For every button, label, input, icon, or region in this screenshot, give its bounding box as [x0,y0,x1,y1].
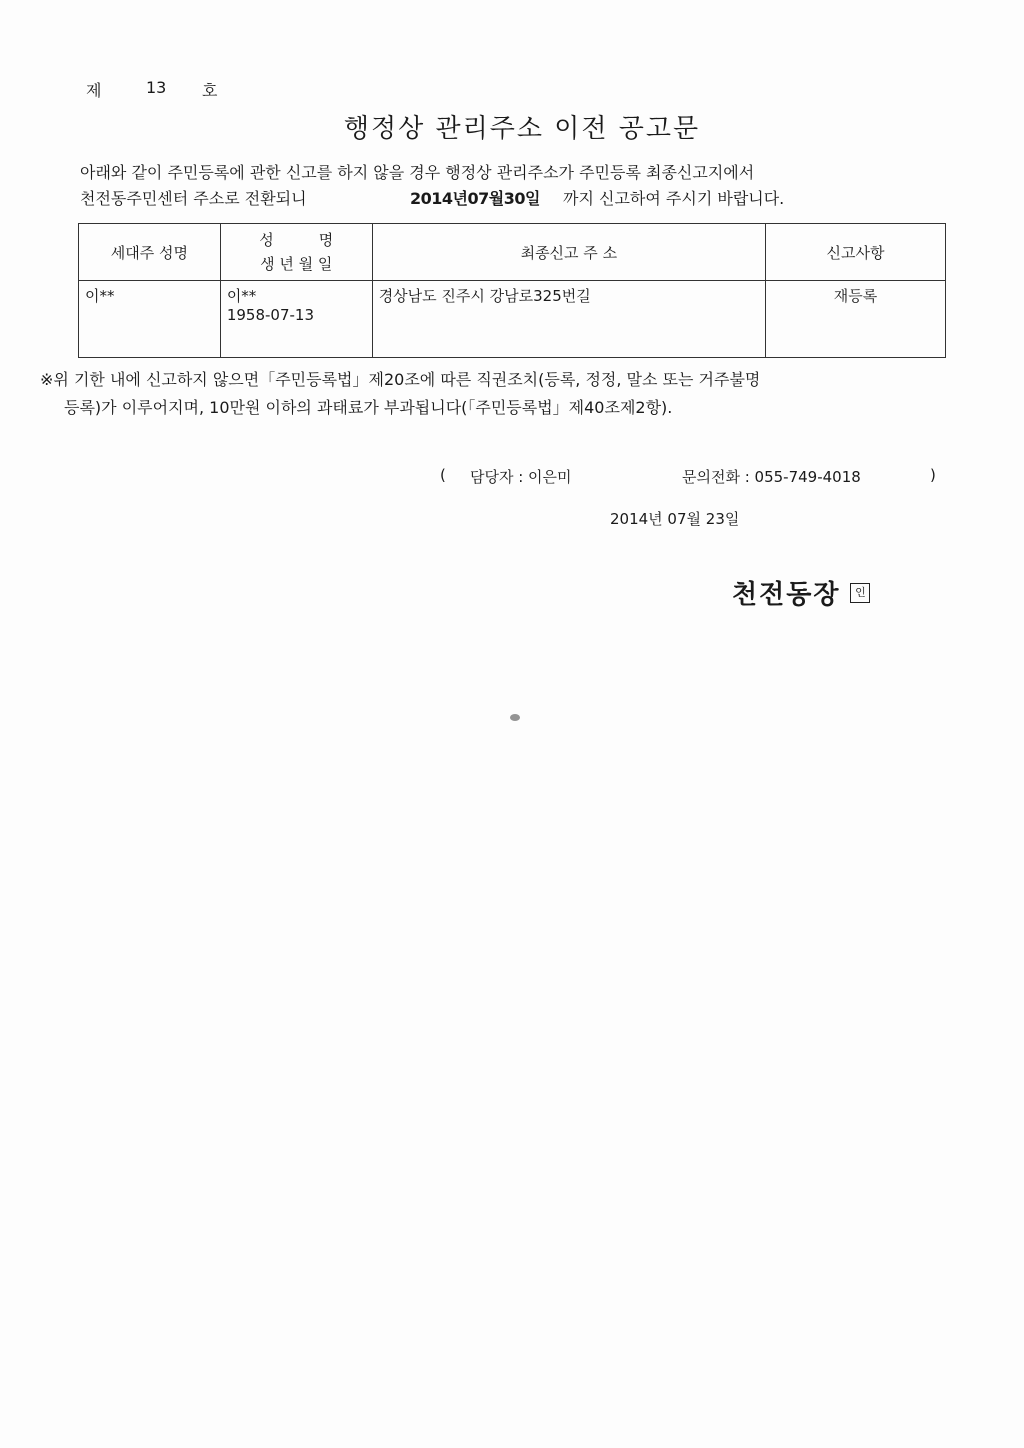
deadline-date: 2014년07월30일 [410,189,540,208]
notice-paragraph [40,366,940,422]
document-number [86,78,217,101]
cell-address: 경상남도 진주시 강남로325번길 [372,281,765,358]
header-name-birth [220,224,372,281]
contact-open-paren: ( [440,466,446,484]
intro-line-2-start: 천전동주민센터 주소로 전환되니 [80,189,307,208]
signature-block [732,574,870,611]
notice-line-1: ※위 기한 내에 신고하지 않으면「주민등록법」제20조에 따른 직권조치(등록, 정정, 말소 또는 거주불명 [40,370,761,389]
records-table [78,223,946,358]
doc-number-prefix: 제 [86,81,102,100]
scan-speck [510,714,520,721]
doc-number-suffix: 호 [202,81,218,100]
intro-line-2 [80,186,960,212]
header-birth: 생 년 월 일 [260,255,333,273]
contact-person: 담당자 : 이은미 [470,468,572,486]
cell-name: 이** [226,287,257,305]
doc-number-value: 13 [146,78,167,97]
intro-line-2-end: 까지 신고하여 주시기 바랍니다. [563,189,785,208]
cell-report: 재등록 [765,281,945,358]
table-row [79,281,946,358]
cell-householder: 이** [79,281,221,358]
cell-birth: 1958-07-13 [226,306,314,324]
page-title: 행정상 관리주소 이전 공고문 [343,114,701,144]
contact-info [440,466,950,492]
intro-line-1: 아래와 같이 주민등록에 관한 신고를 하지 않을 경우 행정상 관리주소가 주민등록 최종신고지에서 [80,163,755,182]
header-householder: 세대주 성명 [79,224,221,281]
table-header-row [79,224,946,281]
seal-icon: 인 [850,583,870,603]
contact-phone: 문의전화 : 055-749-4018 [682,468,861,486]
intro-paragraph [80,160,960,212]
issue-date: 2014년 07월 23일 [610,510,740,528]
cell-name-birth [220,281,372,358]
notice-line-2: 등록)가 이루어지며, 10만원 이하의 과태료가 부과됩니다(「주민등록법」제40조제2항). [64,398,673,417]
header-address: 최종신고 주 소 [372,224,765,281]
header-name: 성 명 [259,231,334,249]
signatory: 천전동장 [732,580,841,610]
header-report: 신고사항 [765,224,945,281]
contact-close-paren: ) [930,466,936,484]
